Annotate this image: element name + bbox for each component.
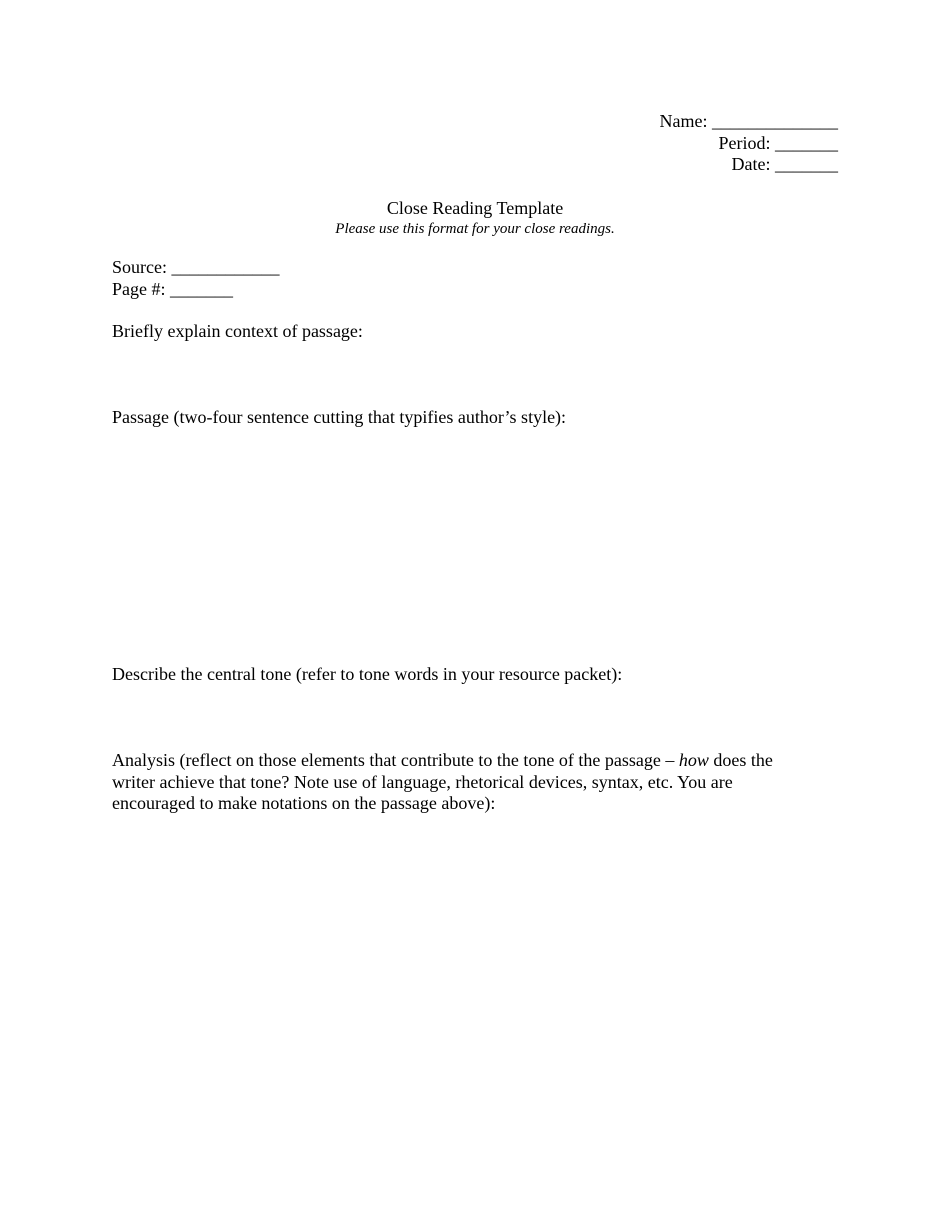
context-prompt-text: Briefly explain context of passage: xyxy=(112,321,363,341)
analysis-prompt-emphasis: how xyxy=(678,750,709,770)
analysis-prompt-text-part2: does the writer achieve that tone? Note use of language, rhetorical devices, syntax, etc. You are encouraged to make notations on the passage above): xyxy=(112,750,773,813)
page-title: Close Reading Template xyxy=(386,198,564,218)
passage-prompt-text: Passage (two-four sentence cutting that typifies author’s style): xyxy=(112,407,567,427)
page-number-field: Page #: _______ xyxy=(112,278,233,299)
context-prompt xyxy=(112,321,832,343)
tone-prompt-text: Describe the central tone (refer to tone words in your resource packet): xyxy=(112,664,623,684)
name-field: Name: ______________ xyxy=(659,111,838,131)
tone-prompt xyxy=(112,664,832,686)
source-fields xyxy=(112,257,832,300)
student-info-fields xyxy=(438,111,838,176)
date-field: Date: _______ xyxy=(731,154,838,174)
analysis-prompt-text-part1: Analysis (reflect on those elements that contribute to the tone of the passage – xyxy=(112,750,679,770)
page-subtitle: Please use this format for your close readings. xyxy=(335,220,615,237)
title-block xyxy=(0,198,950,238)
period-field: Period: _______ xyxy=(718,132,838,153)
source-field: Source: ____________ xyxy=(112,257,280,277)
passage-prompt xyxy=(112,407,832,429)
analysis-prompt xyxy=(112,750,812,815)
